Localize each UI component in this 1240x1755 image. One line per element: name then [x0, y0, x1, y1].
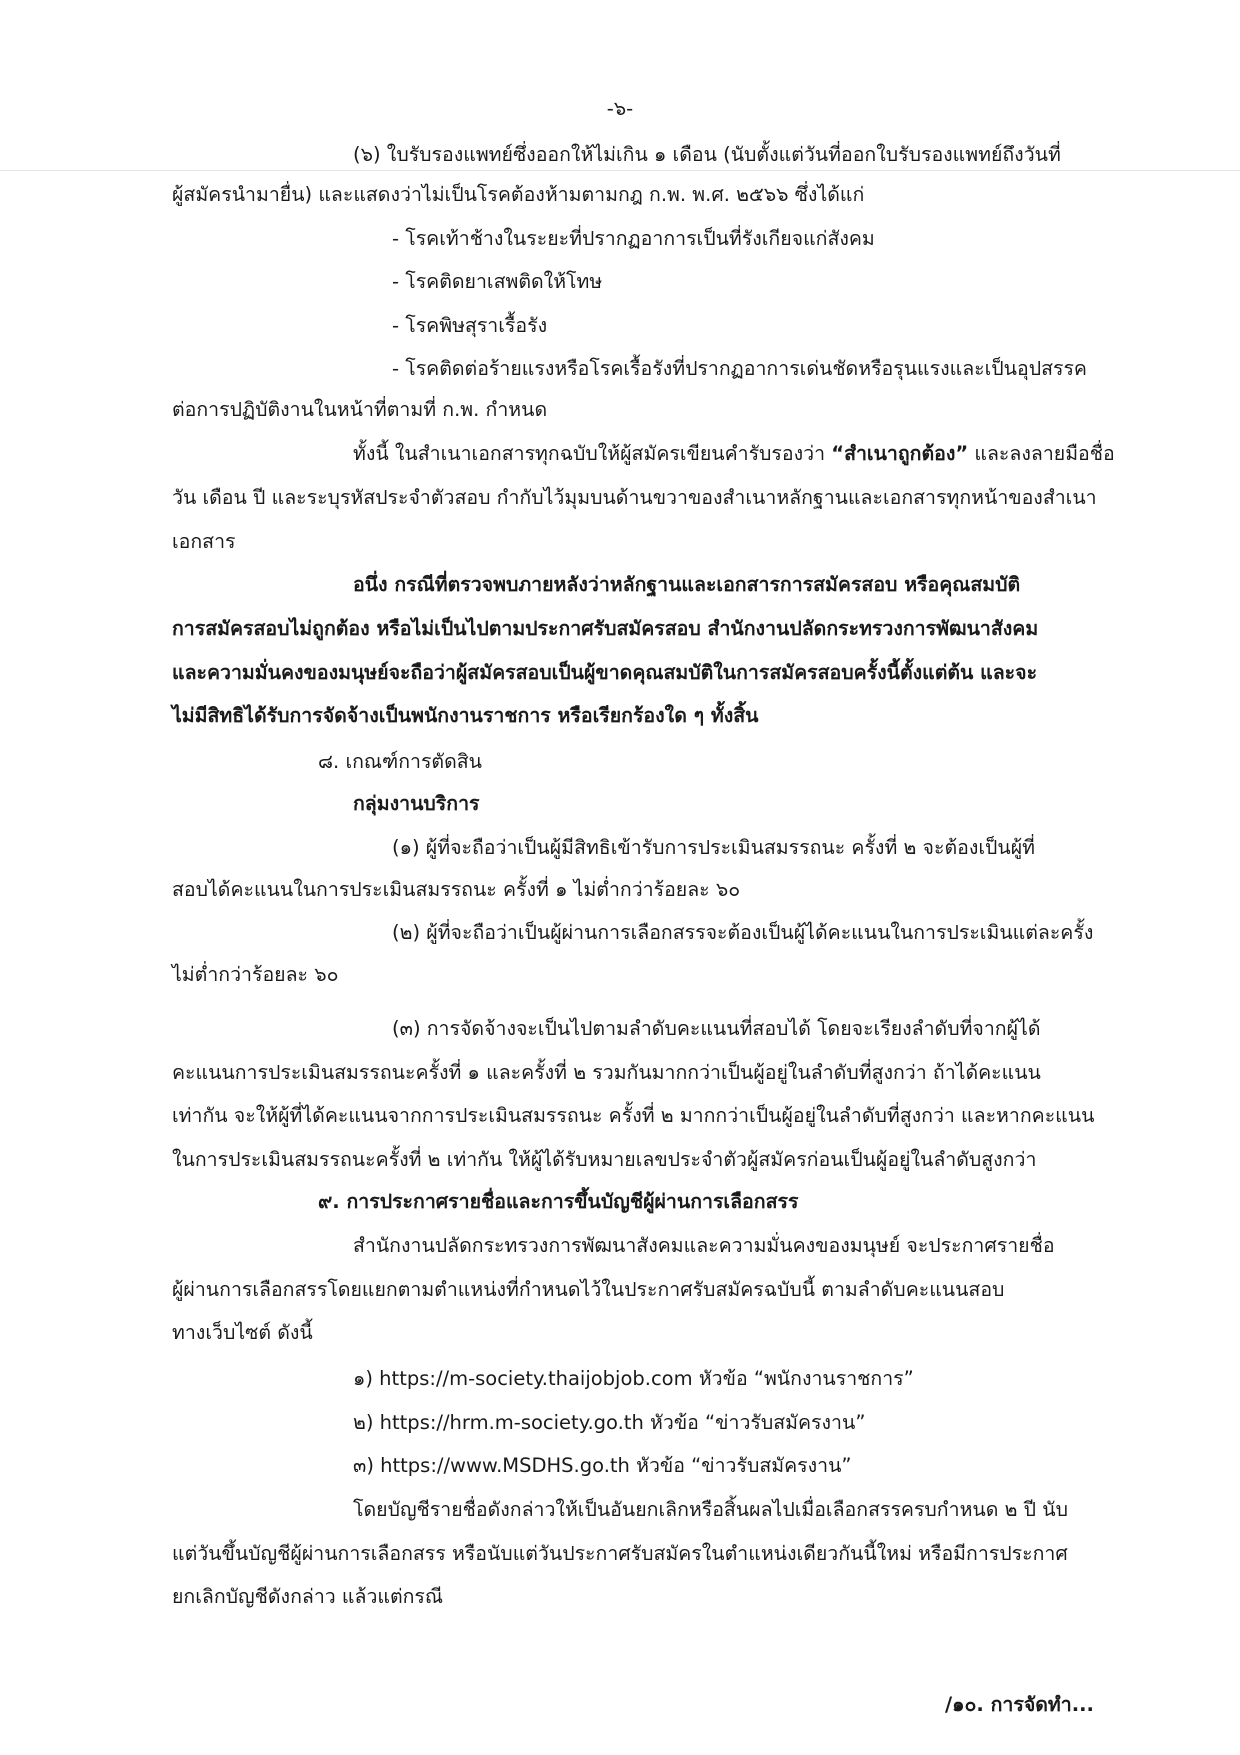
criterion3-line3: เท่ากัน จะให้ผู้ที่ได้คะแนนจากการประเมินสมรรถนะ ครั้งที่ ๒ มากกว่าเป็นผู้อยู่ในลำดับที่สูงกว่า และหากคะแนน [172, 1104, 1095, 1127]
criterion2-line2: ไม่ต่ำกว่าร้อยละ ๖๐ [172, 963, 339, 986]
section9-para-line3: ทางเว็บไซต์ ดังนี้ [172, 1321, 313, 1344]
section8-group: กลุ่มงานบริการ [353, 792, 480, 815]
certify-line1 [353, 441, 1115, 467]
section8-heading: ๘. เกณฑ์การตัดสิน [318, 750, 482, 773]
warning-line: อนึ่ง กรณีที่ตรวจพบภายหลังว่าหลักฐานและเอกสารการสมัครสอบ หรือคุณสมบัติ [353, 573, 1021, 596]
warning-line: ไม่มีสิทธิได้รับการจัดจ้างเป็นพนักงานราชการ หรือเรียกร้องใด ๆ ทั้งสิ้น [172, 704, 759, 727]
certify-line3: เอกสาร [172, 530, 236, 553]
list-validity-line1: โดยบัญชีรายชื่อดังกล่าวให้เป็นอันยกเลิกหรือสิ้นผลไปเมื่อเลือกสรรครบกำหนด ๒ ปี นับ [353, 1498, 1068, 1521]
website-link-item: ๓) https://www.MSDHS.go.th หัวข้อ “ข่าวรับสมัครงาน” [353, 1454, 852, 1477]
continuation-marker: /๑๐. การจัดทำ... [945, 1693, 1094, 1716]
page-number: -๖- [606, 97, 634, 120]
certify-text-post: และลงลายมือชื่อ [968, 442, 1115, 465]
certify-text-pre: ทั้งนี้ ในสำเนาเอกสารทุกฉบับให้ผู้สมัครเขียนคำรับรองว่า [353, 442, 832, 465]
website-link-item: ๒) https://hrm.m-society.go.th หัวข้อ “ข่าวรับสมัครงาน” [353, 1411, 866, 1434]
disease-item: - โรคติดต่อร้ายแรงหรือโรคเรื้อรังที่ปรากฏอาการเด่นชัดหรือรุนแรงและเป็นอุปสรรค [392, 357, 1087, 380]
scan-fold-line [0, 170, 1240, 171]
criterion3-line4: ในการประเมินสมรรถนะครั้งที่ ๒ เท่ากัน ให้ผู้ได้รับหมายเลขประจำตัวผู้สมัครก่อนเป็นผู้อยู่ในลำดับสูงกว่า [172, 1148, 1037, 1171]
disease-item: - โรคติดยาเสพติดให้โทษ [392, 270, 603, 293]
disease-item: - โรคพิษสุราเรื้อรัง [392, 314, 548, 337]
section9-para-line1: สำนักงานปลัดกระทรวงการพัฒนาสังคมและความมั่นคงของมนุษย์ จะประกาศรายชื่อ [353, 1234, 1055, 1257]
section9-para-line2: ผู้ผ่านการเลือกสรรโดยแยกตามตำแหน่งที่กำหนดไว้ในประกาศรับสมัครฉบับนี้ ตามลำดับคะแนนสอบ [172, 1278, 1005, 1301]
list-validity-line3: ยกเลิกบัญชีดังกล่าว แล้วแต่กรณี [172, 1585, 443, 1608]
certify-line2: วัน เดือน ปี และระบุรหัสประจำตัวสอบ กำกับไว้มุมบนด้านขวาของสำเนาหลักฐานและเอกสารทุกหน้าของสำเนา [172, 486, 1097, 509]
website-link-item: ๑) https://m-society.thaijobjob.com หัวข้อ “พนักงานราชการ” [353, 1367, 914, 1390]
criterion1-line2: สอบได้คะแนนในการประเมินสมรรถนะ ครั้งที่ ๑ ไม่ต่ำกว่าร้อยละ ๖๐ [172, 878, 741, 901]
warning-line: และความมั่นคงของมนุษย์จะถือว่าผู้สมัครสอบเป็นผู้ขาดคุณสมบัติในการสมัครสอบครั้งนี้ตั้งแต่ต้น และจะ [172, 661, 1038, 684]
warning-line: การสมัครสอบไม่ถูกต้อง หรือไม่เป็นไปตามประกาศรับสมัครสอบ สำนักงานปลัดกระทรวงการพัฒนาสังคม [172, 617, 1039, 640]
disease-item: - โรคเท้าช้างในระยะที่ปรากฏอาการเป็นที่รังเกียจแก่สังคม [392, 227, 875, 250]
criterion1-line1: (๑) ผู้ที่จะถือว่าเป็นผู้มีสิทธิเข้ารับการประเมินสมรรถนะ ครั้งที่ ๒ จะต้องเป็นผู้ที่ [392, 836, 1036, 859]
criterion2-line1: (๒) ผู้ที่จะถือว่าเป็นผู้ผ่านการเลือกสรรจะต้องเป็นผู้ได้คะแนนในการประเมินแต่ละครั้ง [392, 921, 1094, 944]
item6-line2: ผู้สมัครนำมายื่น) และแสดงว่าไม่เป็นโรคต้องห้ามตามกฎ ก.พ. พ.ศ. ๒๕๖๖ ซึ่งได้แก่ [172, 183, 865, 206]
criterion3-line1: (๓) การจัดจ้างจะเป็นไปตามลำดับคะแนนที่สอบได้ โดยจะเรียงลำดับที่จากผู้ได้ [392, 1017, 1041, 1040]
criterion3-line2: คะแนนการประเมินสมรรถนะครั้งที่ ๑ และครั้งที่ ๒ รวมกันมากกว่าเป็นผู้อยู่ในลำดับที่สูงกว่า ถ้าได้คะแนน [172, 1061, 1041, 1084]
disease-continuation: ต่อการปฏิบัติงานในหน้าที่ตามที่ ก.พ. กำหนด [172, 398, 548, 421]
certify-phrase: “สำเนาถูกต้อง” [831, 442, 969, 465]
item6-line1: (๖) ใบรับรองแพทย์ซึ่งออกให้ไม่เกิน ๑ เดือน (นับตั้งแต่วันที่ออกใบรับรองแพทย์ถึงวันที่ [353, 143, 1061, 166]
section9-heading: ๙. การประกาศรายชื่อและการขึ้นบัญชีผู้ผ่านการเลือกสรร [318, 1190, 799, 1213]
list-validity-line2: แต่วันขึ้นบัญชีผู้ผ่านการเลือกสรร หรือนับแต่วันประกาศรับสมัครในตำแหน่งเดียวกันนี้ใหม่ หรือมีการประกาศ [172, 1542, 1068, 1565]
